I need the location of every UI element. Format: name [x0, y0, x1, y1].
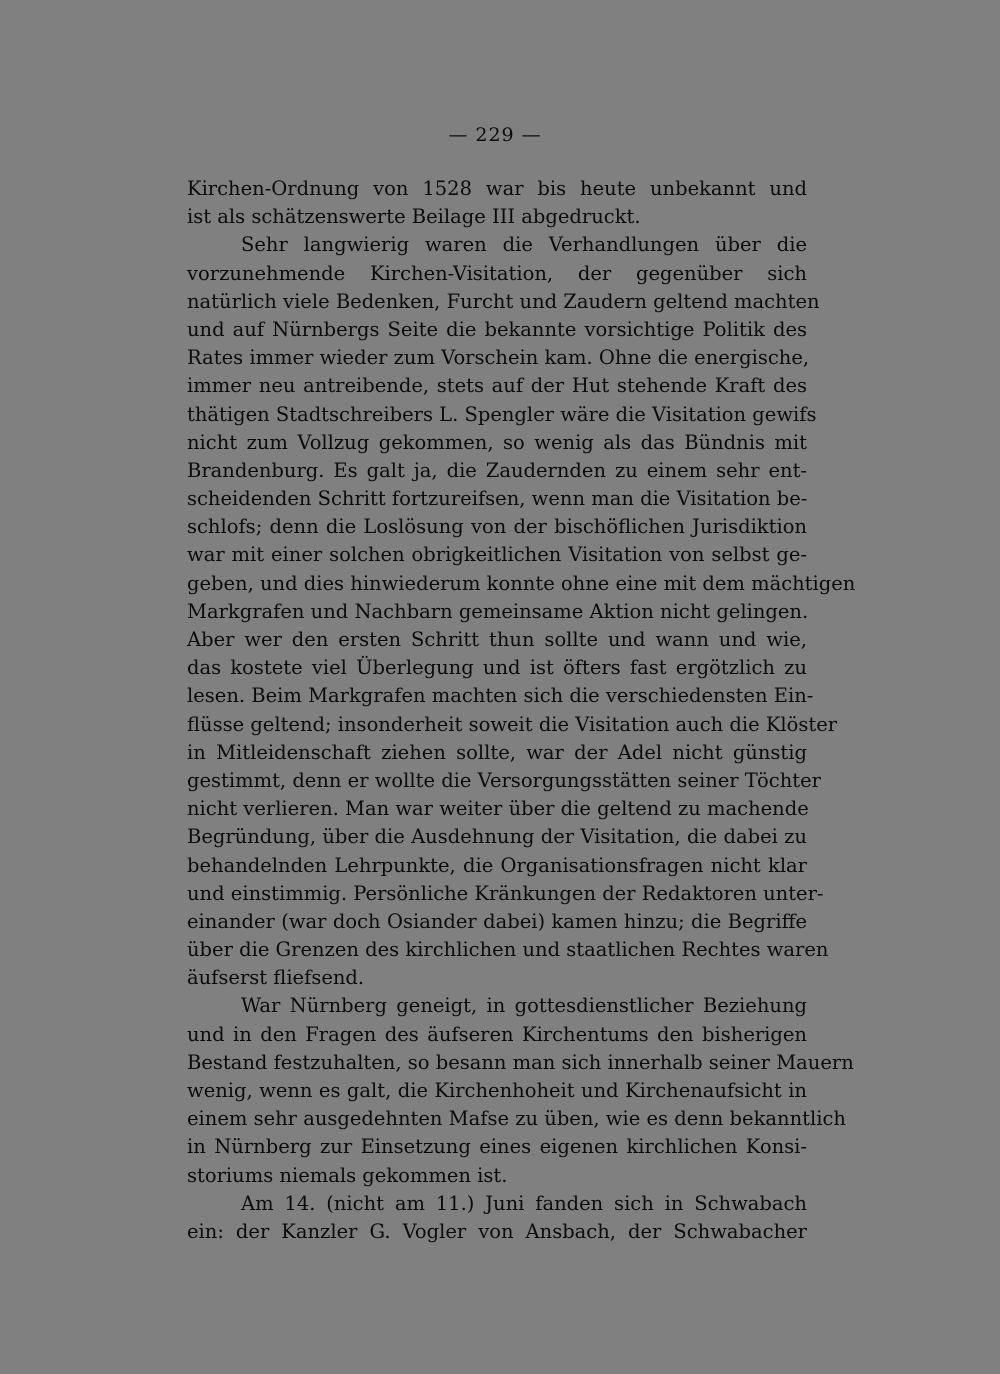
text-line: storiums niemals gekommen ist.	[187, 1163, 508, 1187]
text-line: natürlich viele Bedenken, Furcht und Zaudern geltend machten	[187, 289, 820, 313]
text-line: flüsse geltend; insonderheit soweit die Visitation auch die Klöster	[187, 712, 838, 736]
body-text	[187, 175, 856, 1246]
text-line: scheidenden Schritt fortzureifsen, wenn man die Visitation be-	[187, 487, 808, 511]
text-line: thätigen Stadtschreibers L. Spengler wäre die Visitation gewifs	[187, 402, 817, 426]
text-line: War Nürnberg geneigt, in gottesdienstlicher Beziehung	[241, 994, 807, 1018]
text-line: lesen. Beim Markgrafen machten sich die verschiedensten Ein-	[187, 684, 814, 708]
text-line: geben, und dies hinwiederum konnte ohne eine mit dem mächtigen	[187, 571, 856, 595]
text-line: in Mitleidenschaft ziehen sollte, war der Adel nicht günstig	[187, 740, 807, 764]
text-line: ein: der Kanzler G. Vogler von Ansbach, der Schwabacher	[187, 1219, 807, 1243]
text-line: Rates immer wieder zum Vorschein kam. Ohne die energische,	[187, 346, 810, 370]
text-line: und einstimmig. Persönliche Kränkungen der Redaktoren unter-	[187, 881, 824, 905]
text-line: war mit einer solchen obrigkeitlichen Visitation von selbst ge-	[187, 543, 807, 567]
text-line: Aber wer den ersten Schritt thun sollte und wann und wie,	[187, 628, 807, 651]
text-line: gestimmt, denn er wollte die Versorgungsstätten seiner Töchter	[187, 768, 821, 792]
text-line: wenig, wenn es galt, die Kirchenhoheit und Kirchenaufsicht in	[187, 1079, 807, 1102]
text-line: und auf Nürnbergs Seite die bekannte vorsichtige Politik des	[187, 317, 807, 341]
page-number: — 229 —	[448, 124, 542, 146]
text-line: einander (war doch Osiander dabei) kamen hinzu; die Begriffe	[187, 909, 807, 933]
text-line: und in den Fragen des äufseren Kirchentums den bisherigen	[187, 1022, 807, 1046]
text-line: einem sehr ausgedehnten Mafse zu üben, wie es denn bekanntlich	[187, 1107, 846, 1131]
text-line: ist als schätzenswerte Beilage III abgedruckt.	[187, 205, 641, 229]
text-line: Bestand festzuhalten, so besann man sich innerhalb seiner Mauern	[187, 1050, 854, 1074]
text-line: Brandenburg. Es galt ja, die Zaudernden zu einem sehr ent-	[187, 458, 807, 482]
text-line: in Nürnberg zur Einsetzung eines eigenen kirchlichen Konsi-	[187, 1135, 807, 1159]
text-line: schlofs; denn die Loslösung von der bischöflichen Jurisdiktion	[187, 515, 807, 539]
text-line: immer neu antreibende, stets auf der Hut stehende Kraft des	[187, 374, 807, 398]
text-line: über die Grenzen des kirchlichen und staatlichen Rechtes waren	[187, 938, 829, 962]
text-line: Kirchen-Ordnung von 1528 war bis heute unbekannt und	[187, 177, 807, 200]
text-line: Sehr langwierig waren die Verhandlungen über die	[241, 233, 807, 257]
text-line: Markgrafen und Nachbarn gemeinsame Aktion nicht gelingen.	[187, 599, 809, 623]
text-line: vorzunehmende Kirchen-Visitation, der gegenüber sich	[187, 261, 807, 285]
text-line: nicht zum Vollzug gekommen, so wenig als das Bündnis mit	[187, 430, 807, 454]
text-line: nicht verlieren. Man war weiter über die geltend zu machende	[187, 797, 809, 821]
text-line: Begründung, über die Ausdehnung der Visitation, die dabei zu	[187, 825, 807, 849]
text-line: Am 14. (nicht am 11.) Juni fanden sich in Schwabach	[241, 1191, 807, 1215]
text-line: äufserst fliefsend.	[187, 966, 365, 990]
text-line: das kostete viel Überlegung und ist öfters fast ergötzlich zu	[187, 656, 807, 680]
text-line: behandelnden Lehrpunkte, die Organisationsfragen nicht klar	[187, 853, 807, 877]
